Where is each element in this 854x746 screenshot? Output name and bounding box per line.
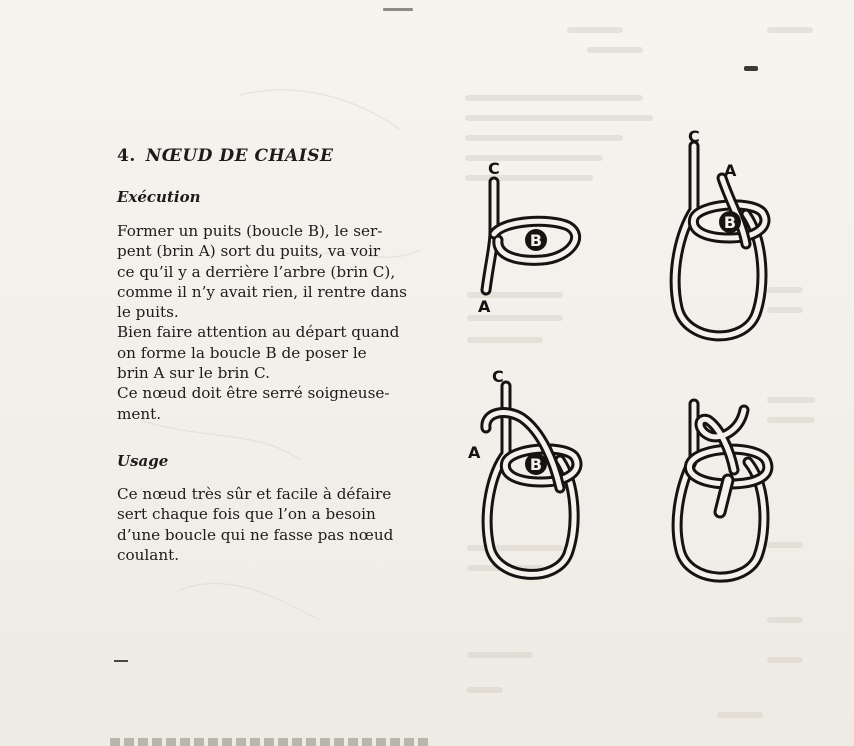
text-line: Bien faire attention au départ quand bbox=[117, 323, 400, 342]
text-line: ment. bbox=[117, 404, 162, 423]
usage-heading: Usage bbox=[117, 452, 169, 470]
text-line: ce qu’il y a derrière l’arbre (brin C), bbox=[117, 262, 396, 281]
label-b: B bbox=[723, 213, 737, 232]
execution-paragraph bbox=[117, 221, 439, 424]
text-line: Former un puits (boucle B), le ser- bbox=[117, 222, 383, 240]
label-c: C bbox=[688, 127, 700, 146]
text-line: sert chaque fois que l’on a besoin bbox=[117, 505, 376, 524]
label-a: A bbox=[468, 443, 481, 462]
label-c: C bbox=[488, 159, 500, 178]
label-b: B bbox=[529, 231, 543, 250]
usage-paragraph bbox=[117, 484, 439, 565]
section-title: NŒUD DE CHAISE bbox=[145, 146, 334, 166]
text-line: on forme la boucle B de poser le bbox=[117, 343, 367, 362]
label-c: C bbox=[492, 367, 504, 386]
text-line: le puits. bbox=[117, 303, 179, 322]
text-line: brin A sur le brin C. bbox=[117, 364, 270, 383]
knot-step-1-figure bbox=[470, 150, 600, 320]
label-a: A bbox=[724, 161, 737, 180]
section-number: 4. bbox=[117, 146, 136, 166]
text-line: d’une boucle qui ne fasse pas nœud bbox=[117, 525, 394, 544]
knot-step-2-figure bbox=[660, 122, 790, 354]
text-line: Ce nœud très sûr et facile à défaire bbox=[117, 485, 392, 503]
text-line: Ce nœud doit être serré soigneuse- bbox=[117, 384, 390, 403]
section-heading bbox=[117, 146, 333, 166]
execution-heading: Exécution bbox=[117, 188, 201, 206]
text-line: coulant. bbox=[117, 545, 180, 564]
knot-step-3-figure bbox=[462, 362, 602, 594]
label-a: A bbox=[478, 297, 491, 316]
knot-step-4-figure bbox=[660, 380, 790, 594]
label-b: B bbox=[529, 455, 543, 474]
text-line: pent (brin A) sort du puits, va voir bbox=[117, 242, 381, 261]
text-line: comme il n’y avait rien, il rentre dans bbox=[117, 282, 407, 301]
